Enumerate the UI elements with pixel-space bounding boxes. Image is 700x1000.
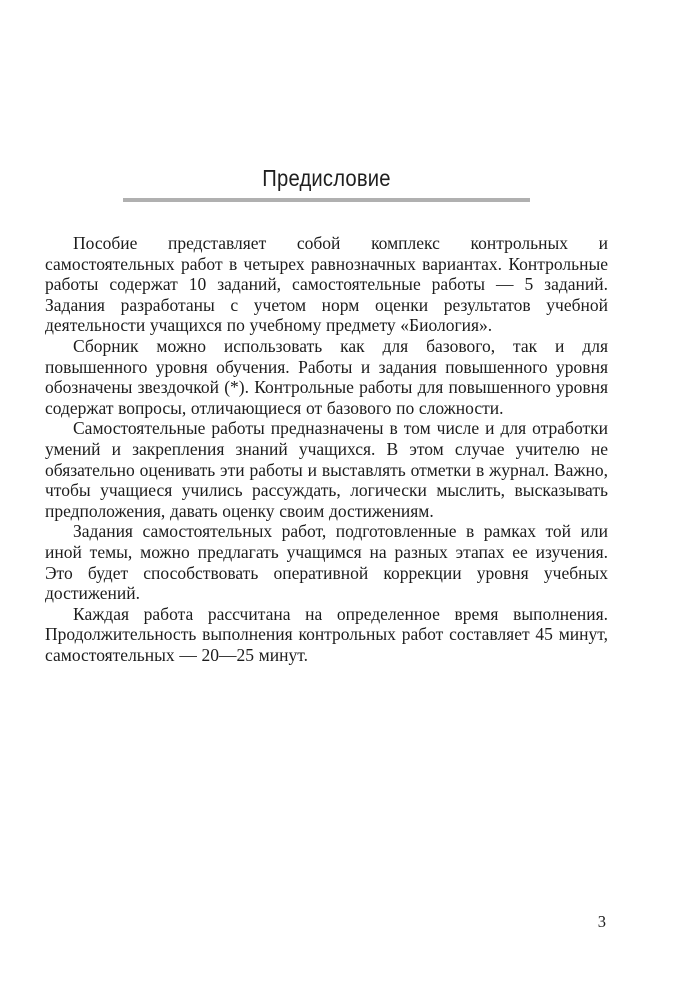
- paragraph: Пособие представляет собой комплекс контрольных и самостоятельных работ в четырех равнозначных вариантах. Контрольные работы содержат 10 заданий, самостоятельные работы — 5 заданий. Задания разработаны с учетом норм оценки результатов учебной деятельности учащихся по учебному предмету «Биология».: [45, 233, 608, 336]
- page-title: Предисловие: [262, 165, 391, 191]
- page-number: 3: [597, 912, 606, 931]
- text-column: [45, 165, 608, 665]
- title-divider: [123, 198, 530, 202]
- paragraph: Сборник можно использовать как для базового, так и для повышенного уровня обучения. Работы и задания повышенного уровня обозначены звездочкой (*). Контрольные работы для повышенного уровня содержат вопросы, отличающиеся от базового по сложности.: [45, 335, 608, 418]
- paragraph: Каждая работа рассчитана на определенное время выполнения. Продолжительность выполнения контрольных работ составляет 45 минут, самостоятельных — 20—25 минут.: [45, 603, 608, 665]
- paragraph: Задания самостоятельных работ, подготовленные в рамках той или иной темы, можно предлагать учащимся на разных этапах ее изучения. Это будет способствовать оперативной коррекции уровня учебных достижений.: [45, 521, 608, 604]
- paragraph: Самостоятельные работы предназначены в том числе и для отработки умений и закрепления знаний учащихся. В этом случае учителю не обязательно оценивать эти работы и выставлять отметки в журнал. Важно, чтобы учащиеся учились рассуждать, логически мыслить, высказывать предположения, давать оценку своим достижениям.: [45, 418, 608, 521]
- body-text: [45, 233, 608, 665]
